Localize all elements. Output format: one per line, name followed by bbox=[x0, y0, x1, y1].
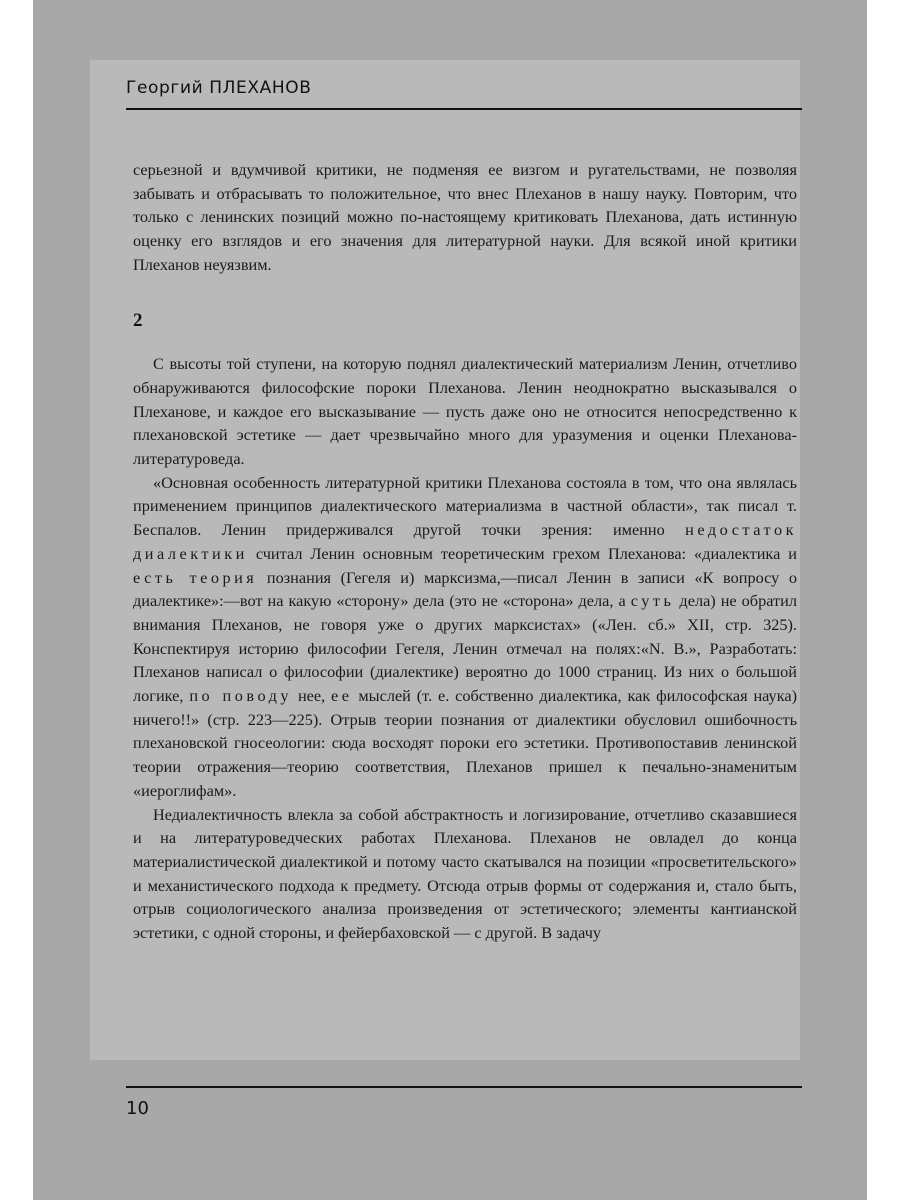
paragraph-continuation: серьезной и вдумчивой критики, не подменяя ее визгом и ругательствами, не позволяя забывать и отбрасывать то положительное, что внес Плеханов в нашу науку. Повторим, что только с ленинских позиций можно по-настоящему критиковать Плеханова, дать истинную оценку его взглядов и его значения для литературной науки. Для всякой иной критики Плеханов неуязвим. bbox=[133, 160, 797, 274]
spaced-emphasis: есть теория bbox=[133, 567, 258, 587]
spaced-emphasis: суть bbox=[630, 591, 675, 611]
paragraph-1: С высоты той ступени, на которую поднял диалектический материализм Ленин, отчетливо обнаруживаются философские пороки Плеханова. Ленин неоднократно высказывался о Плеханове, и каждое его высказывание — пусть даже оно не относится непосредственно к плехановской эстетике — дает чрезвычайно много для уразумения и оценки Плеханова-литературоведа. bbox=[133, 354, 797, 469]
spaced-emphasis: ее bbox=[331, 686, 353, 706]
body-text bbox=[133, 158, 797, 945]
paragraph-3: Недиалектичность влекла за собой абстрактность и логизирование, отчетливо сказавшиеся и на литературоведческих работах Плеханова. Плеханов не овладел до конца материалистической диалектикой и потому часто скатывался на позиции «просветительского» и механистического подхода к предмету. Отсюда отрыв формы от содержания и, стало быть, отрыв социологического анализа произведения от эстетического; элементы кантианской эстетики, с одной стороны, и фейербаховской — с другой. В задачу bbox=[133, 804, 797, 943]
paragraph-2 bbox=[133, 471, 797, 803]
paragraph-2-text: считал Ленин основным теоретическим грехом Плеханова: «диалектика и bbox=[247, 543, 797, 563]
paragraph-2-text: познания (Гегеля и) марксизма,—писал Ленин в записи «К вопросу о диалектике»:—вот на какую «сторону» дела (это не «сторона» дела, а bbox=[133, 567, 798, 611]
spaced-emphasis: недостаток диалектики bbox=[133, 520, 797, 563]
section-number: 2 bbox=[133, 309, 143, 331]
paragraph-2-text: нее, bbox=[292, 686, 332, 706]
paragraph-2-text: мыслей (т. е. собственно диалектика, как философская наука) ничего!!» (стр. 223—225). Отрыв теории познания от диалектики обусловил ошибочность плехановской гносеологии: сюда восходят пороки его эстетики. Противопоставив ленинской теории отражения—теорию соответствия, Плеханов пришел к печально-знаменитым «иероглифам». bbox=[133, 686, 798, 800]
footer-rule bbox=[126, 1086, 802, 1088]
running-head: Георгий ПЛЕХАНОВ bbox=[126, 78, 312, 98]
paragraph-2-text: «Основная особенность литературной критики Плеханова состояла в том, что она являлась применением принципов диалектического материализма в частной области», так писал т. Беспалов. Ленин придерживался другой точки зрения: именно bbox=[133, 472, 797, 540]
paragraph-2-text: дела) не обратил внимания Плеханов, не говоря уже о других марксистах» («Лен. сб.» XII, стр. 325). Конспектируя историю философии Гегеля, Ленин отмечал на полях:«N. B.», Разработать: Плеханов написал о философии (диалектике) вероятно до 1000 страниц. Из них о большой логике, bbox=[133, 591, 797, 706]
header-rule bbox=[126, 108, 802, 110]
page-number: 10 bbox=[126, 1098, 149, 1119]
spaced-emphasis: по поводу bbox=[189, 686, 293, 706]
